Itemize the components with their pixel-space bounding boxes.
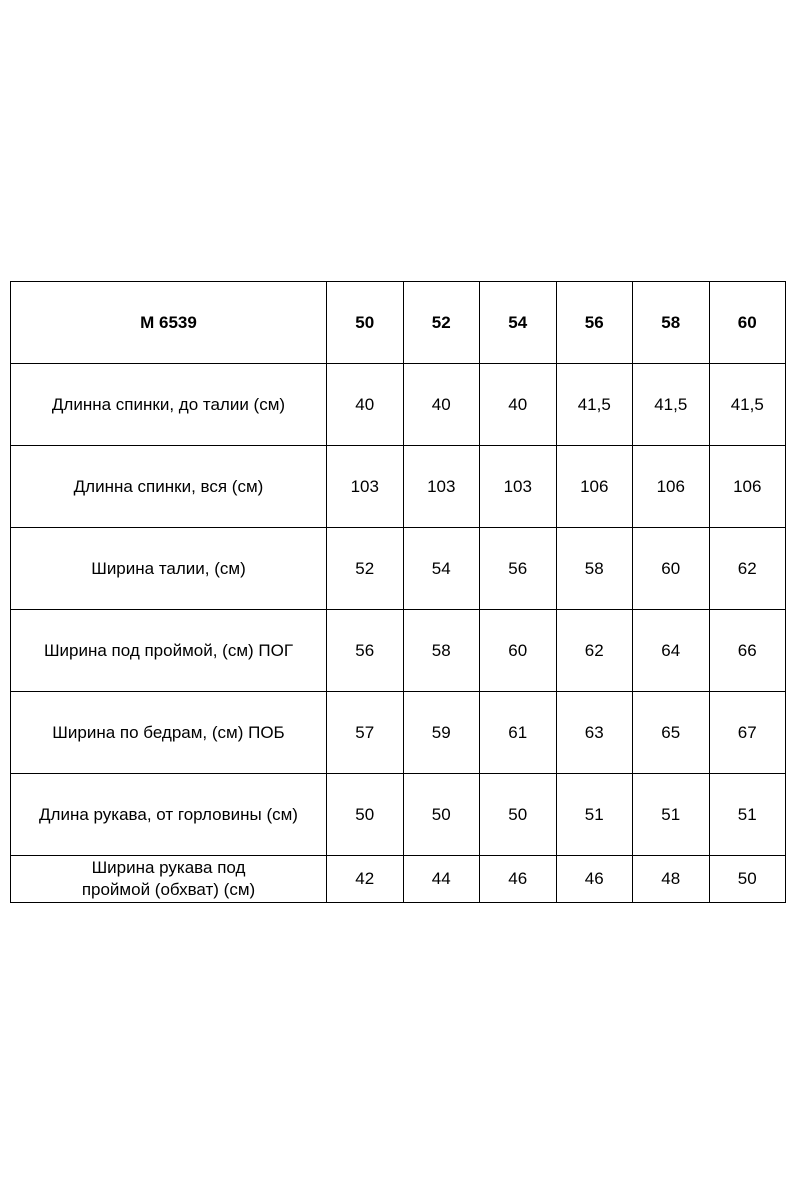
table-cell: 41,5 [709, 364, 786, 446]
size-header-56: 56 [556, 282, 633, 364]
table-cell: 51 [709, 774, 786, 856]
table-cell: 40 [480, 364, 557, 446]
table-cell: 60 [480, 610, 557, 692]
table-cell: 50 [403, 774, 480, 856]
table-row [11, 774, 786, 856]
table-cell: 57 [327, 692, 404, 774]
table-cell: 52 [327, 528, 404, 610]
size-chart-table [10, 281, 786, 903]
table-cell: 51 [556, 774, 633, 856]
table-cell: 103 [327, 446, 404, 528]
table-cell: 60 [633, 528, 710, 610]
table-cell: 50 [480, 774, 557, 856]
table-cell: 103 [403, 446, 480, 528]
table-cell: 44 [403, 856, 480, 903]
table-cell: 65 [633, 692, 710, 774]
table-header-row [11, 282, 786, 364]
table-cell: 58 [556, 528, 633, 610]
row-label: Ширина талии, (см) [11, 528, 327, 610]
table-cell: 64 [633, 610, 710, 692]
table-row [11, 692, 786, 774]
table-row [11, 856, 786, 903]
table-cell: 42 [327, 856, 404, 903]
table-cell: 106 [709, 446, 786, 528]
table-cell: 41,5 [633, 364, 710, 446]
size-header-58: 58 [633, 282, 710, 364]
table-row [11, 446, 786, 528]
table-cell: 46 [556, 856, 633, 903]
row-label: Ширина рукава под проймой (обхват) (см) [11, 856, 327, 903]
table-cell: 63 [556, 692, 633, 774]
table-cell: 50 [709, 856, 786, 903]
size-header-60: 60 [709, 282, 786, 364]
table-cell: 59 [403, 692, 480, 774]
table-cell: 54 [403, 528, 480, 610]
table-cell: 66 [709, 610, 786, 692]
table-cell: 51 [633, 774, 710, 856]
table-cell: 48 [633, 856, 710, 903]
table-cell: 40 [403, 364, 480, 446]
size-header-52: 52 [403, 282, 480, 364]
table-cell: 62 [709, 528, 786, 610]
row-label: Ширина по бедрам, (см) ПОБ [11, 692, 327, 774]
table-cell: 46 [480, 856, 557, 903]
size-header-54: 54 [480, 282, 557, 364]
row-label: Длинна спинки, до талии (см) [11, 364, 327, 446]
table-cell: 40 [327, 364, 404, 446]
table-cell: 61 [480, 692, 557, 774]
table-cell: 58 [403, 610, 480, 692]
table-cell: 103 [480, 446, 557, 528]
table-cell: 50 [327, 774, 404, 856]
table-cell: 41,5 [556, 364, 633, 446]
size-header-50: 50 [327, 282, 404, 364]
row-label: Длинна спинки, вся (см) [11, 446, 327, 528]
table-cell: 106 [633, 446, 710, 528]
model-title: М 6539 [11, 282, 327, 364]
table-cell: 56 [327, 610, 404, 692]
table-cell: 67 [709, 692, 786, 774]
table-cell: 56 [480, 528, 557, 610]
table-cell: 106 [556, 446, 633, 528]
table-row [11, 364, 786, 446]
table-row [11, 528, 786, 610]
row-label: Длина рукава, от горловины (см) [11, 774, 327, 856]
table-cell: 62 [556, 610, 633, 692]
row-label: Ширина под проймой, (см) ПОГ [11, 610, 327, 692]
table-row [11, 610, 786, 692]
